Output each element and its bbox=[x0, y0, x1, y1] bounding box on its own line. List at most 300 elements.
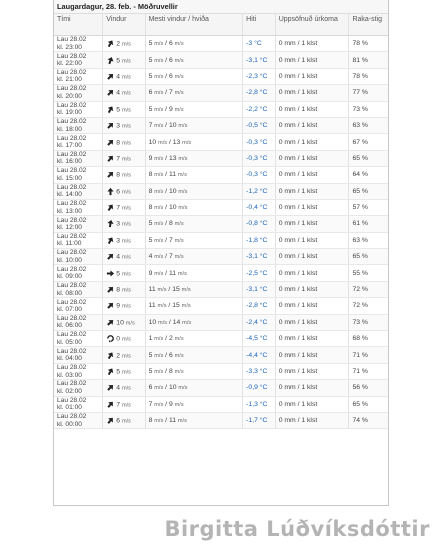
precipitation-value: 0 bbox=[278, 286, 283, 294]
hour-label: kl. 11:00 bbox=[57, 240, 82, 248]
humidity-value: 55 bbox=[352, 269, 360, 277]
hour-label: kl. 05:00 bbox=[57, 338, 82, 346]
gust-speed: 6 bbox=[168, 72, 173, 80]
speed-unit: m/s bbox=[157, 303, 167, 310]
precipitation-cell bbox=[275, 134, 349, 150]
temperature-cell bbox=[243, 265, 276, 281]
gust-speed: 6 bbox=[168, 40, 173, 48]
date-label: Lau 28.02 bbox=[57, 331, 87, 339]
table-row bbox=[54, 101, 388, 117]
temperature-value: -3,1 bbox=[246, 286, 258, 294]
date-label: Lau 28.02 bbox=[57, 85, 87, 93]
date-label: Lau 28.02 bbox=[57, 200, 87, 208]
header-max-wind: Mesti vindur / hviða bbox=[145, 14, 243, 36]
time-cell bbox=[54, 281, 103, 297]
max-wind-cell: 5 m/s / 6 m/s bbox=[145, 36, 243, 52]
speed-unit: m/s bbox=[178, 123, 188, 130]
time-cell bbox=[54, 396, 103, 412]
speed-unit: m/s bbox=[121, 402, 131, 409]
header-temperature: Hiti bbox=[243, 14, 276, 36]
gust-speed: 8 bbox=[168, 220, 173, 228]
temperature-value: -3,1 bbox=[246, 253, 258, 261]
wind-cell bbox=[103, 216, 145, 232]
speed-unit: m/s bbox=[154, 73, 164, 80]
humidity-value: 65 bbox=[352, 154, 360, 162]
wind-speed: 3 bbox=[116, 122, 121, 130]
wind-speed: 4 bbox=[116, 253, 121, 261]
temperature-unit: °C bbox=[259, 351, 268, 359]
precipitation-value: 0 bbox=[278, 236, 283, 244]
temperature-value: -2,3 bbox=[246, 72, 258, 80]
temperature-cell bbox=[243, 298, 276, 314]
percent-unit: % bbox=[361, 302, 368, 310]
precipitation-cell bbox=[275, 249, 349, 265]
max-wind-cell: 9 m/s / 13 m/s bbox=[145, 150, 243, 166]
humidity-cell bbox=[349, 396, 388, 412]
precipitation-cell bbox=[275, 199, 349, 215]
percent-unit: % bbox=[361, 253, 368, 261]
speed-unit: m/s bbox=[121, 107, 131, 114]
hour-label: kl. 21:00 bbox=[57, 76, 82, 84]
speed-unit: m/s bbox=[157, 287, 167, 294]
table-row bbox=[54, 216, 388, 232]
precipitation-value: 0 bbox=[278, 89, 283, 97]
speed-unit: m/s bbox=[181, 287, 191, 294]
table-row bbox=[54, 347, 388, 363]
temperature-unit: °C bbox=[254, 40, 262, 48]
temperature-unit: °C bbox=[259, 368, 268, 375]
speed-unit: m/s bbox=[174, 73, 184, 80]
wind-cell bbox=[103, 199, 145, 215]
temperature-unit: °C bbox=[259, 384, 268, 392]
precipitation-cell bbox=[275, 314, 349, 330]
temperature-cell bbox=[243, 232, 276, 248]
speed-unit: m/s bbox=[154, 385, 164, 392]
temperature-cell bbox=[243, 167, 276, 183]
humidity-value: 65 bbox=[352, 400, 360, 408]
speed-unit: m/s bbox=[121, 238, 131, 245]
temperature-unit: °C bbox=[259, 286, 268, 294]
wind-arrow-icon bbox=[106, 204, 116, 211]
max-wind-speed: 5 bbox=[148, 236, 153, 244]
temperature-unit: °C bbox=[259, 302, 268, 310]
precipitation-value: 0 bbox=[278, 40, 283, 48]
temperature-unit: °C bbox=[259, 89, 268, 97]
speed-unit: m/s bbox=[154, 205, 164, 212]
hour-label: kl. 10:00 bbox=[57, 256, 82, 264]
time-cell bbox=[54, 265, 103, 281]
temperature-cell bbox=[243, 347, 276, 363]
speed-unit: m/s bbox=[174, 254, 184, 261]
speed-unit: m/s bbox=[121, 123, 131, 130]
precipitation-value: 0 bbox=[278, 417, 283, 425]
hour-label: kl. 01:00 bbox=[57, 404, 82, 412]
temperature-cell bbox=[243, 331, 276, 347]
table-row bbox=[54, 150, 388, 166]
wind-speed: 5 bbox=[116, 368, 121, 376]
gust-speed: 9 bbox=[168, 400, 173, 408]
temperature-unit: °C bbox=[259, 154, 268, 162]
max-wind-speed: 9 bbox=[148, 154, 153, 162]
hour-label: kl. 15:00 bbox=[57, 174, 82, 182]
date-label: Lau 28.02 bbox=[57, 232, 87, 240]
table-row bbox=[54, 117, 388, 133]
time-cell bbox=[54, 134, 103, 150]
percent-unit: % bbox=[361, 187, 368, 195]
wind-arrow-icon bbox=[106, 286, 116, 293]
speed-unit: m/s bbox=[174, 401, 184, 408]
humidity-cell bbox=[349, 167, 388, 183]
wind-cell bbox=[103, 380, 145, 396]
percent-unit: % bbox=[361, 368, 368, 375]
wind-arrow-icon bbox=[106, 417, 116, 424]
percent-unit: % bbox=[361, 154, 368, 162]
hour-label: kl. 17:00 bbox=[57, 142, 82, 150]
date-label: Lau 28.02 bbox=[57, 52, 87, 60]
humidity-cell bbox=[349, 249, 388, 265]
percent-unit: % bbox=[361, 40, 368, 48]
wind-arrow-icon bbox=[106, 237, 116, 244]
wind-arrow-icon bbox=[106, 270, 116, 277]
percent-unit: % bbox=[361, 138, 368, 146]
table-row bbox=[54, 363, 388, 379]
hour-label: kl. 09:00 bbox=[57, 273, 82, 281]
date-label: Lau 28.02 bbox=[57, 265, 87, 273]
speed-unit: m/s bbox=[121, 270, 131, 277]
speed-unit: m/s bbox=[174, 57, 184, 64]
wind-speed: 7 bbox=[116, 401, 121, 409]
temperature-value: -1,3 bbox=[246, 400, 258, 408]
wind-speed: 3 bbox=[116, 220, 121, 228]
precipitation-cell bbox=[275, 331, 349, 347]
humidity-cell bbox=[349, 314, 388, 330]
humidity-value: 67 bbox=[352, 138, 360, 146]
time-cell bbox=[54, 412, 103, 428]
max-wind-cell: 9 m/s / 11 m/s bbox=[145, 265, 243, 281]
speed-unit: m/s bbox=[121, 303, 131, 310]
wind-cell bbox=[103, 117, 145, 133]
speed-unit: m/s bbox=[177, 172, 187, 179]
temperature-value: -2,8 bbox=[246, 302, 258, 310]
time-cell bbox=[54, 85, 103, 101]
speed-unit: m/s bbox=[158, 319, 168, 326]
date-label: Lau 28.02 bbox=[57, 298, 87, 306]
speed-unit: m/s bbox=[174, 90, 184, 97]
temperature-value: -0,3 bbox=[246, 154, 258, 162]
percent-unit: % bbox=[361, 56, 368, 64]
precipitation-value: 0 bbox=[278, 220, 283, 228]
precipitation-value: 0 bbox=[278, 351, 283, 359]
precipitation-value: 0 bbox=[278, 138, 283, 146]
time-cell bbox=[54, 52, 103, 68]
hour-label: kl. 03:00 bbox=[57, 371, 82, 379]
speed-unit: m/s bbox=[121, 336, 131, 343]
humidity-cell bbox=[349, 298, 388, 314]
precipitation-unit: mm / 1 klst bbox=[284, 335, 318, 343]
wind-cell bbox=[103, 85, 145, 101]
wind-arrow-icon bbox=[106, 57, 116, 64]
temperature-cell bbox=[243, 68, 276, 84]
precipitation-value: 0 bbox=[278, 187, 283, 195]
humidity-cell bbox=[349, 363, 388, 379]
time-cell bbox=[54, 117, 103, 133]
temperature-unit: °C bbox=[259, 138, 268, 146]
calm-wind-icon bbox=[106, 336, 116, 343]
hour-label: kl. 02:00 bbox=[57, 387, 82, 395]
humidity-value: 77 bbox=[352, 89, 360, 97]
time-cell bbox=[54, 150, 103, 166]
precipitation-cell bbox=[275, 281, 349, 297]
table-row bbox=[54, 183, 388, 199]
percent-unit: % bbox=[361, 220, 368, 228]
temperature-unit: °C bbox=[259, 335, 268, 343]
temperature-value: -0,8 bbox=[246, 220, 258, 228]
header-humidity: Raka-stig bbox=[349, 14, 388, 36]
date-label: Lau 28.02 bbox=[57, 134, 87, 142]
humidity-value: 65 bbox=[352, 253, 360, 261]
date-label: Lau 28.02 bbox=[57, 216, 87, 224]
precipitation-unit: mm / 1 klst bbox=[284, 318, 318, 326]
precipitation-value: 0 bbox=[278, 335, 283, 343]
gust-speed: 15 bbox=[172, 286, 180, 294]
hour-label: kl. 19:00 bbox=[57, 109, 82, 117]
date-label: Lau 28.02 bbox=[57, 36, 87, 44]
max-wind-speed: 8 bbox=[148, 204, 153, 212]
precipitation-unit: mm / 1 klst bbox=[284, 302, 318, 310]
precipitation-unit: mm / 1 klst bbox=[284, 286, 318, 294]
wind-arrow-icon bbox=[106, 368, 116, 375]
percent-unit: % bbox=[361, 122, 368, 130]
max-wind-cell: 1 m/s / 2 m/s bbox=[145, 331, 243, 347]
time-cell bbox=[54, 167, 103, 183]
wind-speed: 5 bbox=[116, 56, 121, 64]
speed-unit: m/s bbox=[121, 254, 131, 261]
temperature-value: -0,3 bbox=[246, 138, 258, 146]
speed-unit: m/s bbox=[121, 287, 131, 294]
observation-table bbox=[54, 14, 388, 429]
speed-unit: m/s bbox=[177, 418, 187, 425]
speed-unit: m/s bbox=[154, 237, 164, 244]
temperature-value: -1,7 bbox=[246, 417, 258, 425]
speed-unit: m/s bbox=[178, 205, 188, 212]
max-wind-speed: 8 bbox=[148, 171, 153, 179]
humidity-value: 81 bbox=[352, 56, 360, 64]
max-wind-cell: 5 m/s / 6 m/s bbox=[145, 52, 243, 68]
table-row bbox=[54, 134, 388, 150]
temperature-value: -3,3 bbox=[246, 368, 258, 375]
speed-unit: m/s bbox=[158, 139, 168, 146]
speed-unit: m/s bbox=[154, 155, 164, 162]
time-cell bbox=[54, 249, 103, 265]
humidity-cell bbox=[349, 232, 388, 248]
gust-speed: 14 bbox=[172, 318, 181, 326]
speed-unit: m/s bbox=[182, 139, 192, 146]
humidity-value: 73 bbox=[352, 318, 360, 326]
table-row bbox=[54, 167, 388, 183]
precipitation-cell bbox=[275, 117, 349, 133]
speed-unit: m/s bbox=[154, 369, 164, 375]
wind-arrow-icon bbox=[106, 172, 116, 179]
table-row bbox=[54, 412, 388, 428]
percent-unit: % bbox=[361, 318, 368, 326]
wind-arrow-icon bbox=[106, 352, 116, 359]
speed-unit: m/s bbox=[174, 336, 184, 343]
max-wind-speed: 5 bbox=[148, 72, 153, 80]
precipitation-value: 0 bbox=[278, 302, 283, 310]
speed-unit: m/s bbox=[174, 41, 184, 48]
temperature-unit: °C bbox=[259, 236, 268, 244]
precipitation-value: 0 bbox=[278, 253, 283, 261]
gust-speed: 11 bbox=[168, 269, 176, 277]
time-cell bbox=[54, 183, 103, 199]
max-wind-cell: 8 m/s / 10 m/s bbox=[145, 199, 243, 215]
humidity-value: 78 bbox=[352, 72, 360, 80]
header-precipitation: Uppsöfnuð úrkoma bbox=[275, 14, 349, 36]
speed-unit: m/s bbox=[121, 221, 131, 228]
wind-cell bbox=[103, 232, 145, 248]
max-wind-cell: 10 m/s / 14 m/s bbox=[145, 314, 243, 330]
humidity-value: 64 bbox=[352, 171, 360, 179]
wind-cell bbox=[103, 183, 145, 199]
temperature-value: -0,3 bbox=[246, 171, 258, 179]
humidity-cell bbox=[349, 52, 388, 68]
speed-unit: m/s bbox=[178, 385, 188, 392]
speed-unit: m/s bbox=[154, 221, 164, 228]
table-row bbox=[54, 265, 388, 281]
gust-speed: 8 bbox=[168, 368, 173, 375]
wind-cell bbox=[103, 249, 145, 265]
precipitation-cell bbox=[275, 52, 349, 68]
max-wind-speed: 5 bbox=[148, 56, 153, 64]
precipitation-cell bbox=[275, 298, 349, 314]
speed-unit: m/s bbox=[178, 188, 188, 195]
percent-unit: % bbox=[361, 286, 368, 294]
temperature-unit: °C bbox=[259, 56, 268, 64]
humidity-value: 61 bbox=[352, 220, 360, 228]
humidity-value: 63 bbox=[352, 122, 360, 130]
max-wind-cell: 5 m/s / 7 m/s bbox=[145, 232, 243, 248]
percent-unit: % bbox=[361, 89, 368, 97]
watermark-signature: Birgitta Lúðvíksdóttir bbox=[164, 517, 430, 541]
percent-unit: % bbox=[361, 384, 368, 392]
speed-unit: m/s bbox=[154, 336, 164, 343]
temperature-unit: °C bbox=[259, 400, 268, 408]
hour-label: kl. 12:00 bbox=[57, 223, 82, 231]
date-label: Lau 28.02 bbox=[57, 101, 87, 109]
humidity-value: 65 bbox=[352, 187, 360, 195]
temperature-unit: °C bbox=[259, 220, 268, 228]
precipitation-unit: mm / 1 klst bbox=[284, 351, 318, 359]
table-row bbox=[54, 314, 388, 330]
wind-cell bbox=[103, 150, 145, 166]
precipitation-value: 0 bbox=[278, 154, 283, 162]
precipitation-value: 0 bbox=[278, 105, 283, 113]
precipitation-cell bbox=[275, 232, 349, 248]
temperature-unit: °C bbox=[259, 187, 268, 195]
temperature-unit: °C bbox=[259, 72, 268, 80]
temperature-value: -2,4 bbox=[246, 318, 258, 326]
time-cell bbox=[54, 199, 103, 215]
max-wind-cell: 5 m/s / 6 m/s bbox=[145, 347, 243, 363]
wind-arrow-icon bbox=[106, 73, 116, 80]
header-wind: Vindur bbox=[103, 14, 145, 36]
gust-speed: 11 bbox=[168, 417, 176, 425]
precipitation-value: 0 bbox=[278, 384, 283, 392]
time-cell bbox=[54, 363, 103, 379]
humidity-cell bbox=[349, 347, 388, 363]
wind-cell bbox=[103, 134, 145, 150]
max-wind-cell: 7 m/s / 10 m/s bbox=[145, 117, 243, 133]
temperature-unit: °C bbox=[259, 269, 268, 277]
max-wind-speed: 9 bbox=[148, 269, 153, 277]
wind-cell bbox=[103, 281, 145, 297]
precipitation-unit: mm / 1 klst bbox=[284, 400, 318, 408]
gust-speed: 7 bbox=[168, 253, 173, 261]
temperature-cell bbox=[243, 199, 276, 215]
max-wind-cell: 5 m/s / 8 m/s bbox=[145, 216, 243, 232]
humidity-value: 63 bbox=[352, 236, 360, 244]
time-cell bbox=[54, 216, 103, 232]
max-wind-speed: 11 bbox=[148, 302, 156, 310]
speed-unit: m/s bbox=[121, 172, 131, 179]
max-wind-cell: 6 m/s / 10 m/s bbox=[145, 380, 243, 396]
hour-label: kl. 23:00 bbox=[57, 43, 82, 51]
time-cell bbox=[54, 68, 103, 84]
percent-unit: % bbox=[361, 335, 368, 343]
speed-unit: m/s bbox=[174, 237, 184, 244]
wind-cell bbox=[103, 167, 145, 183]
max-wind-cell: 8 m/s / 10 m/s bbox=[145, 183, 243, 199]
temperature-unit: °C bbox=[259, 122, 268, 130]
humidity-cell bbox=[349, 183, 388, 199]
wind-cell bbox=[103, 52, 145, 68]
speed-unit: m/s bbox=[154, 270, 164, 277]
percent-unit: % bbox=[361, 400, 368, 408]
max-wind-speed: 5 bbox=[148, 220, 153, 228]
wind-cell bbox=[103, 347, 145, 363]
speed-unit: m/s bbox=[121, 41, 131, 48]
max-wind-speed: 8 bbox=[148, 417, 153, 425]
max-wind-speed: 10 bbox=[148, 138, 157, 146]
precipitation-unit: mm / 1 klst bbox=[284, 368, 318, 375]
humidity-cell bbox=[349, 150, 388, 166]
speed-unit: m/s bbox=[174, 352, 184, 359]
precipitation-unit: mm / 1 klst bbox=[284, 72, 318, 80]
wind-speed: 5 bbox=[116, 106, 121, 114]
hour-label: kl. 08:00 bbox=[57, 289, 82, 297]
station-title: Laugardagur, 28. feb. - Möðruvellir bbox=[54, 0, 388, 14]
wind-speed: 9 bbox=[116, 302, 121, 310]
temperature-cell bbox=[243, 249, 276, 265]
temperature-cell bbox=[243, 183, 276, 199]
date-label: Lau 28.02 bbox=[57, 69, 87, 77]
precipitation-cell bbox=[275, 347, 349, 363]
precipitation-value: 0 bbox=[278, 56, 283, 64]
table-row bbox=[54, 281, 388, 297]
temperature-cell bbox=[243, 216, 276, 232]
speed-unit: m/s bbox=[154, 57, 164, 64]
temperature-value: -2,2 bbox=[246, 105, 258, 113]
precipitation-value: 0 bbox=[278, 204, 283, 212]
percent-unit: % bbox=[361, 204, 368, 212]
speed-unit: m/s bbox=[182, 319, 192, 326]
hour-label: kl. 18:00 bbox=[57, 125, 82, 133]
date-label: Lau 28.02 bbox=[57, 249, 87, 257]
wind-speed: 7 bbox=[116, 155, 121, 163]
temperature-cell bbox=[243, 380, 276, 396]
wind-speed: 0 bbox=[116, 335, 121, 343]
percent-unit: % bbox=[361, 72, 368, 80]
